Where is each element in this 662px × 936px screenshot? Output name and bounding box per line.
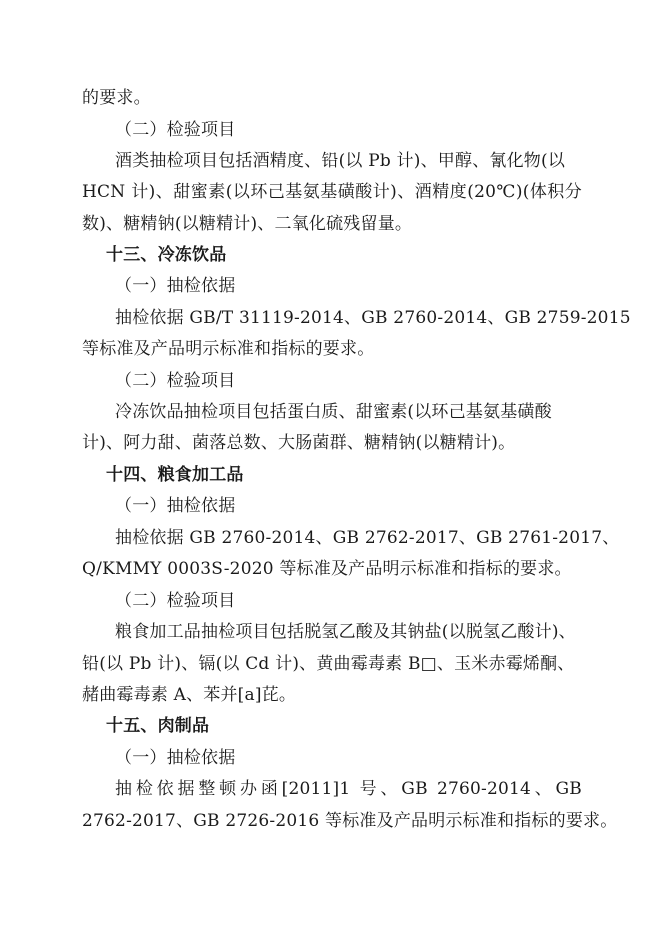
paragraph-line: Q/KMMY 0003S-2020 等标准及产品明示标准和指标的要求。 (82, 559, 572, 579)
subsection-heading: （二）检验项目 (115, 371, 236, 391)
paragraph-line: 计)、阿力甜、菌落总数、大肠菌群、糖精钠(以糖精计)。 (82, 433, 516, 453)
section-heading: 十五、肉制品 (106, 716, 210, 736)
paragraph-line: 抽检依据 GB/T 31119-2014、GB 2760-2014、GB 2759-2015 (115, 308, 631, 328)
section-heading: 十三、冷冻饮品 (106, 245, 227, 265)
paragraph-line: 抽检依据 GB 2760-2014、GB 2762-2017、GB 2761-2017、 (115, 528, 620, 548)
subsection-heading: （一）抽检依据 (115, 748, 236, 768)
paragraph-line: 冷冻饮品抽检项目包括蛋白质、甜蜜素(以环己基氨基磺酸 (115, 402, 552, 422)
paragraph-line: 抽检依据整顿办函[2011]1 号、GB 2760-2014、GB (115, 779, 582, 799)
paragraph-line: 铅(以 Pb 计)、镉(以 Cd 计)、黄曲霉毒素 B□、玉米赤霉烯酮、 (82, 654, 575, 674)
paragraph-line: 数)、糖精钠(以糖精计)、二氧化硫残留量。 (82, 214, 413, 234)
subsection-heading: （一）抽检依据 (115, 496, 236, 516)
paragraph-line: 等标准及产品明示标准和指标的要求。 (82, 339, 375, 359)
section-heading: 十四、粮食加工品 (106, 465, 244, 485)
subsection-heading: （二）检验项目 (115, 120, 236, 140)
paragraph-line: 的要求。 (82, 88, 151, 108)
subsection-heading: （一）抽检依据 (115, 276, 236, 296)
paragraph-line: 赭曲霉毒素 A、苯并[a]芘。 (82, 685, 297, 705)
subsection-heading: （二）检验项目 (115, 591, 236, 611)
paragraph-line: 2762-2017、GB 2726-2016 等标准及产品明示标准和指标的要求。 (82, 811, 618, 831)
paragraph-line: HCN 计)、甜蜜素(以环己基氨基磺酸计)、酒精度(20℃)(体积分 (82, 182, 582, 202)
paragraph-line: 酒类抽检项目包括酒精度、铅(以 Pb 计)、甲醇、氰化物(以 (115, 151, 566, 171)
paragraph-line: 粮食加工品抽检项目包括脱氢乙酸及其钠盐(以脱氢乙酸计)、 (115, 622, 576, 642)
